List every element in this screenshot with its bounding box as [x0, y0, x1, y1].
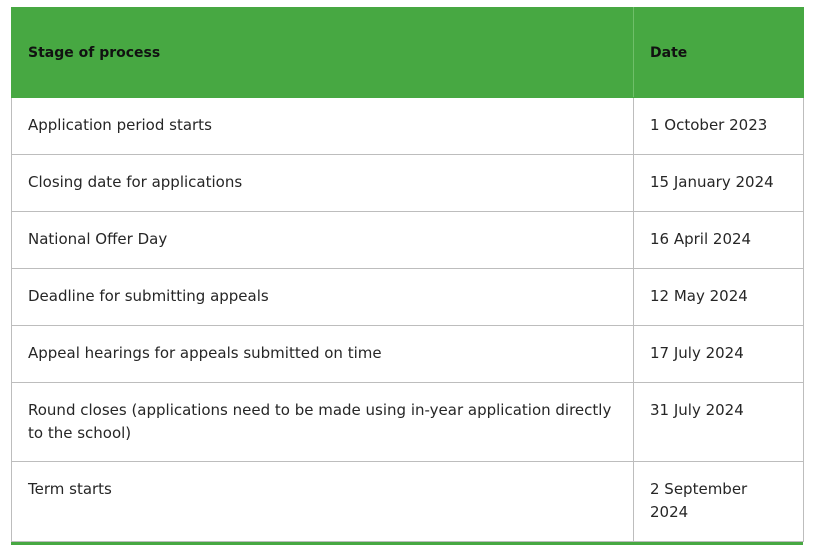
date-cell: 1 October 2023 — [634, 98, 804, 155]
stage-cell: Closing date for applications — [12, 155, 634, 212]
header-row — [12, 8, 804, 98]
table-header — [12, 8, 804, 98]
table-row — [12, 462, 804, 542]
table-row — [12, 383, 804, 462]
stage-cell: National Offer Day — [12, 212, 634, 269]
stage-cell: Deadline for submitting appeals — [12, 269, 634, 326]
date-cell: 16 April 2024 — [634, 212, 804, 269]
date-cell: 17 July 2024 — [634, 326, 804, 383]
admissions-timeline-table — [11, 7, 804, 542]
stage-cell: Round closes (applications need to be made using in-year application directly to the school) — [12, 383, 634, 462]
header-date: Date — [634, 8, 804, 98]
header-stage-of-process: Stage of process — [12, 8, 634, 98]
table-row — [12, 269, 804, 326]
stage-cell: Application period starts — [12, 98, 634, 155]
date-cell: 12 May 2024 — [634, 269, 804, 326]
stage-cell: Term starts — [12, 462, 634, 542]
stage-cell: Appeal hearings for appeals submitted on time — [12, 326, 634, 383]
table-row — [12, 212, 804, 269]
table-body — [12, 98, 804, 542]
table-row — [12, 326, 804, 383]
date-cell: 15 January 2024 — [634, 155, 804, 212]
admissions-timeline-table-container — [11, 7, 803, 545]
date-cell: 2 September 2024 — [634, 462, 804, 542]
table-row — [12, 98, 804, 155]
date-cell: 31 July 2024 — [634, 383, 804, 462]
table-row — [12, 155, 804, 212]
